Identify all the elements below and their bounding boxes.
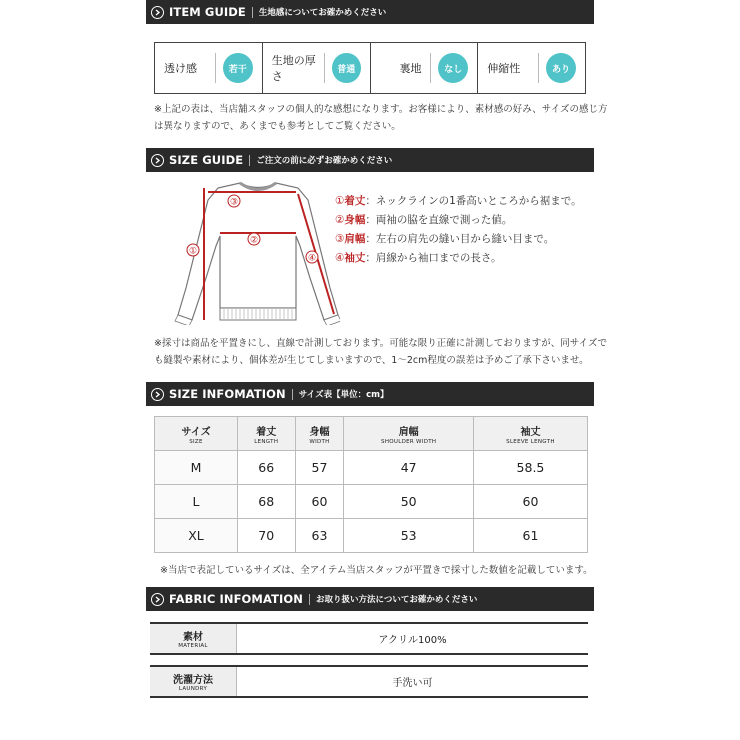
size-guide-item-shoulder — [335, 231, 554, 246]
fabric-info-header — [146, 587, 594, 611]
cell: 47 — [344, 451, 473, 485]
size-info-header — [146, 382, 594, 406]
item-num: ② — [335, 214, 345, 226]
label-jp: 素材 — [183, 632, 203, 643]
num-4: ④ — [307, 253, 317, 264]
col-header: 袖丈 SLEEVE LENGTH — [473, 417, 587, 451]
section-title: SIZE INFOMATION — [169, 387, 286, 401]
size-guide-item-length — [335, 193, 582, 208]
sweater-diagram — [160, 180, 340, 325]
size-guide-item-width — [335, 212, 512, 227]
guide-badge: 普通 — [332, 53, 361, 83]
col-header: サイズ SIZE — [155, 417, 238, 451]
cell: 60 — [473, 485, 587, 519]
cell: 63 — [295, 519, 344, 553]
guide-cell-lining — [371, 43, 479, 93]
num-1: ① — [188, 246, 198, 257]
section-subtitle: ご注文の前に必ずお確かめください — [256, 156, 393, 166]
hem-rib — [220, 308, 296, 320]
table-row — [155, 485, 588, 519]
guide-cell-sheer — [155, 43, 263, 93]
item-desc: ：ネックラインの1番高いところから裾まで。 — [365, 195, 582, 207]
cell: XL — [155, 519, 238, 553]
item-num: ③ — [335, 233, 345, 245]
section-subtitle: 生地感についてお確かめください — [258, 8, 387, 18]
item-guide-header — [146, 0, 594, 24]
guide-badge: 若干 — [223, 53, 253, 83]
size-guide-note — [154, 335, 607, 369]
guide-badge: なし — [438, 53, 468, 83]
divider — [292, 389, 293, 400]
chevron-right-icon — [151, 388, 164, 401]
item-guide-note — [154, 101, 608, 135]
item-key: 肩幅 — [344, 233, 366, 245]
label-en: MATERIAL — [178, 643, 208, 649]
item-num: ④ — [335, 252, 345, 264]
cell: 53 — [344, 519, 473, 553]
fabric-row-material — [150, 622, 588, 655]
guide-label: 透け感 — [164, 62, 197, 75]
divider — [324, 53, 325, 83]
fabric-value: 手洗い可 — [392, 678, 433, 689]
chevron-right-icon — [151, 6, 164, 19]
fabric-row-laundry — [150, 665, 588, 698]
table-row — [155, 519, 588, 553]
label-jp: 洗濯方法 — [173, 675, 213, 686]
note-line: ※上記の表は、当店舗スタッフの個人的な感想になります。お客様により、素材感の好み、サイズの感じ方 — [154, 104, 608, 115]
note-line: も縫製や素材により、個体差が生じてしまいますので、1〜2cm程度の誤差は予めご了承下さいませ。 — [154, 355, 589, 366]
divider — [252, 7, 253, 18]
cell: 68 — [238, 485, 296, 519]
num-3: ③ — [229, 197, 239, 208]
section-title: FABRIC INFOMATION — [169, 592, 303, 606]
num-2: ② — [249, 235, 259, 246]
divider — [538, 53, 539, 83]
guide-badge: あり — [546, 53, 576, 83]
cell: M — [155, 451, 238, 485]
divider — [215, 53, 216, 83]
guide-label: 裏地 — [399, 62, 422, 75]
section-subtitle: サイズ表【単位：cm】 — [298, 390, 389, 400]
note-line: ※採寸は商品を平置きにし、直線で計測しております。可能な限り正確に計測しておりますが、同サイズで — [154, 338, 607, 349]
cell: 50 — [344, 485, 473, 519]
size-table — [154, 416, 588, 553]
cell: 57 — [295, 451, 344, 485]
size-guide-item-sleeve — [335, 250, 502, 265]
item-desc: ：左右の肩先の縫い目から縫い目まで。 — [365, 233, 555, 245]
cell: 58.5 — [473, 451, 587, 485]
size-guide-header — [146, 148, 594, 172]
fabric-label — [150, 624, 237, 653]
col-header: 着丈 LENGTH — [238, 417, 296, 451]
section-title: SIZE GUIDE — [169, 153, 244, 167]
cell: L — [155, 485, 238, 519]
fabric-label — [150, 667, 237, 696]
fabric-value: アクリル100% — [378, 635, 447, 646]
chevron-right-icon — [151, 154, 164, 167]
chevron-right-icon — [151, 593, 164, 606]
col-header: 肩幅 SHOULDER WIDTH — [344, 417, 473, 451]
item-key: 身幅 — [344, 214, 366, 226]
section-title: ITEM GUIDE — [169, 5, 246, 19]
guide-label: 生地の厚さ — [271, 54, 316, 83]
cell: 66 — [238, 451, 296, 485]
divider — [249, 155, 250, 166]
table-header-row — [155, 417, 588, 451]
item-desc: ：肩線から袖口までの長さ。 — [365, 252, 502, 264]
item-desc: ：両袖の脇を直線で測った値。 — [365, 214, 513, 226]
section-subtitle: お取り扱い方法についてお確かめください — [316, 595, 478, 605]
table-row — [155, 451, 588, 485]
size-info-note: ※当店で表記しているサイズは、全アイテム当店スタッフが平置きで採寸した数値を記載しています。 — [160, 565, 593, 576]
divider — [430, 53, 431, 83]
note-line: は異なりますので、あくまでも参考としてご覧ください。 — [154, 121, 401, 132]
guide-label: 伸縮性 — [487, 62, 521, 75]
cell: 61 — [473, 519, 587, 553]
item-num: ① — [335, 195, 345, 207]
divider — [309, 594, 310, 605]
item-key: 着丈 — [344, 195, 366, 207]
label-en: LAUNDRY — [178, 686, 208, 692]
cell: 70 — [238, 519, 296, 553]
item-guide-table — [154, 42, 586, 94]
guide-cell-thickness — [263, 43, 371, 93]
guide-cell-stretch — [478, 43, 585, 93]
item-key: 袖丈 — [344, 252, 366, 264]
cell: 60 — [295, 485, 344, 519]
col-header: 身幅 WIDTH — [295, 417, 344, 451]
